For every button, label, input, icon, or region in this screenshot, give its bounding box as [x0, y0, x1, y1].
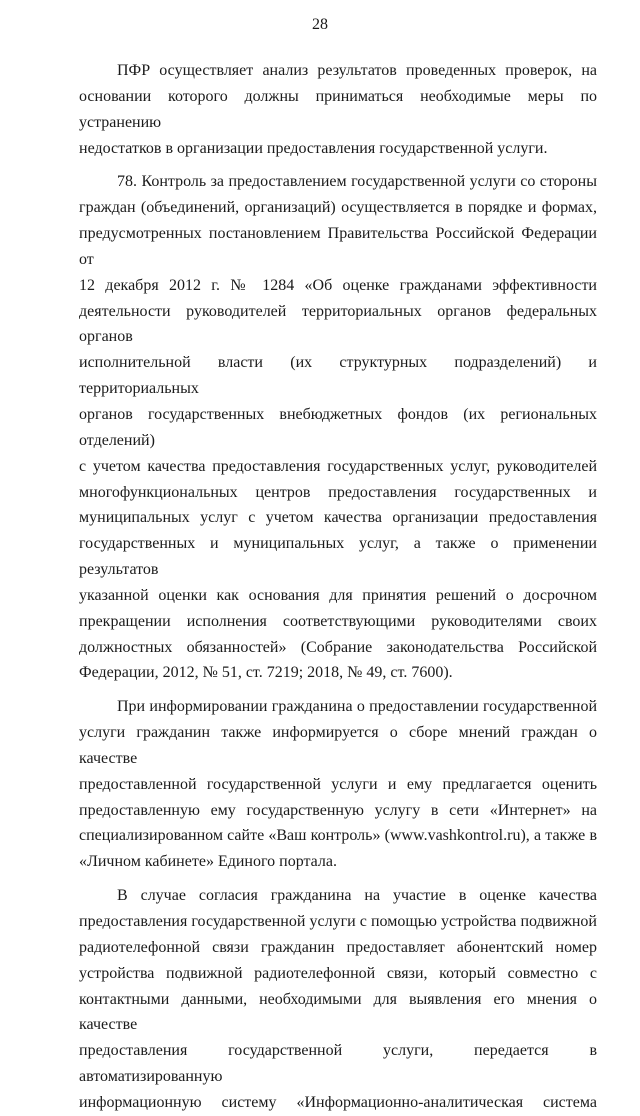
text-line: специализированном сайте «Ваш контроль» (www.vashkontrol.ru), а также в: [79, 827, 597, 845]
text-line: информационную систему «Информационно-аналитическая система: [79, 1093, 597, 1111]
paragraph-pfr-analysis: [79, 58, 597, 161]
paragraph-informing-citizen: [79, 694, 597, 875]
text-line: При информировании гражданина о предоставлении государственной: [117, 698, 597, 716]
text-line: исполнительной власти (их структурных подразделений) и территориальных: [79, 354, 597, 398]
text-line: предоставленной государственной услуги и ему предлагается оценить: [79, 775, 597, 793]
text-line: государственных и муниципальных услуг, а также о применении результатов: [79, 535, 597, 579]
text-line: прекращении исполнения соответствующими руководителями своих: [79, 612, 597, 630]
text-line: услуги гражданин также информируется о сборе мнений граждан о качестве: [79, 724, 597, 767]
text-line: предоставленную ему государственную услугу в сети «Интернет» на: [79, 801, 597, 819]
text-line: с учетом качества предоставления государственных услуг, руководителей: [79, 457, 597, 475]
text-line: радиотелефонной связи гражданин предоставляет абонентский номер: [79, 938, 597, 956]
text-line: 12 декабря 2012 г. № 1284 «Об оценке гражданами эффективности: [79, 276, 597, 294]
text-line: недостатков в организации предоставления государственной услуги.: [79, 139, 548, 157]
text-line: предусмотренных постановлением Правительства Российской Федерации от: [79, 225, 597, 268]
text-line: указанной оценки как основания для принятия решений о досрочном: [79, 586, 597, 604]
text-line: Федерации, 2012, № 51, ст. 7219; 2018, № 49, ст. 7600).: [79, 664, 453, 682]
text-line: В случае согласия гражданина на участие в оценке качества: [117, 887, 597, 905]
paragraph-consent-evaluation: [79, 883, 597, 1116]
text-line: граждан (объединений, организаций) осуществляется в порядке и формах,: [79, 199, 597, 217]
text-line: основании которого должны приниматься необходимые меры по устранению: [79, 87, 597, 131]
text-line: органов государственных внебюджетных фондов (их региональных отделений): [79, 405, 597, 449]
text-line: должностных обязанностей» (Собрание законодательства Российской: [79, 638, 597, 656]
page-number: 28: [312, 16, 328, 33]
body-text: [79, 58, 597, 1116]
text-line: контактными данными, необходимыми для выявления его мнения о качестве: [79, 990, 597, 1034]
text-line: муниципальных услуг с учетом качества организации предоставления: [79, 509, 597, 527]
text-line: 78. Контроль за предоставлением государственной услуги со стороны: [117, 173, 597, 191]
text-line: ПФР осуществляет анализ результатов проведенных проверок, на: [117, 62, 597, 79]
text-line: предоставления государственной услуги, передается в автоматизированную: [79, 1042, 597, 1086]
paragraph-78-control: [79, 169, 597, 686]
text-line: устройства подвижной радиотелефонной связи, который совместно с: [79, 964, 597, 982]
text-line: «Личном кабинете» Единого портала.: [79, 853, 338, 871]
text-line: предоставления государственной услуги с помощью устройства подвижной: [79, 913, 597, 930]
text-line: деятельности руководителей территориальных органов федеральных органов: [79, 302, 597, 346]
text-line: многофункциональных центров предоставления государственных и: [79, 483, 597, 501]
